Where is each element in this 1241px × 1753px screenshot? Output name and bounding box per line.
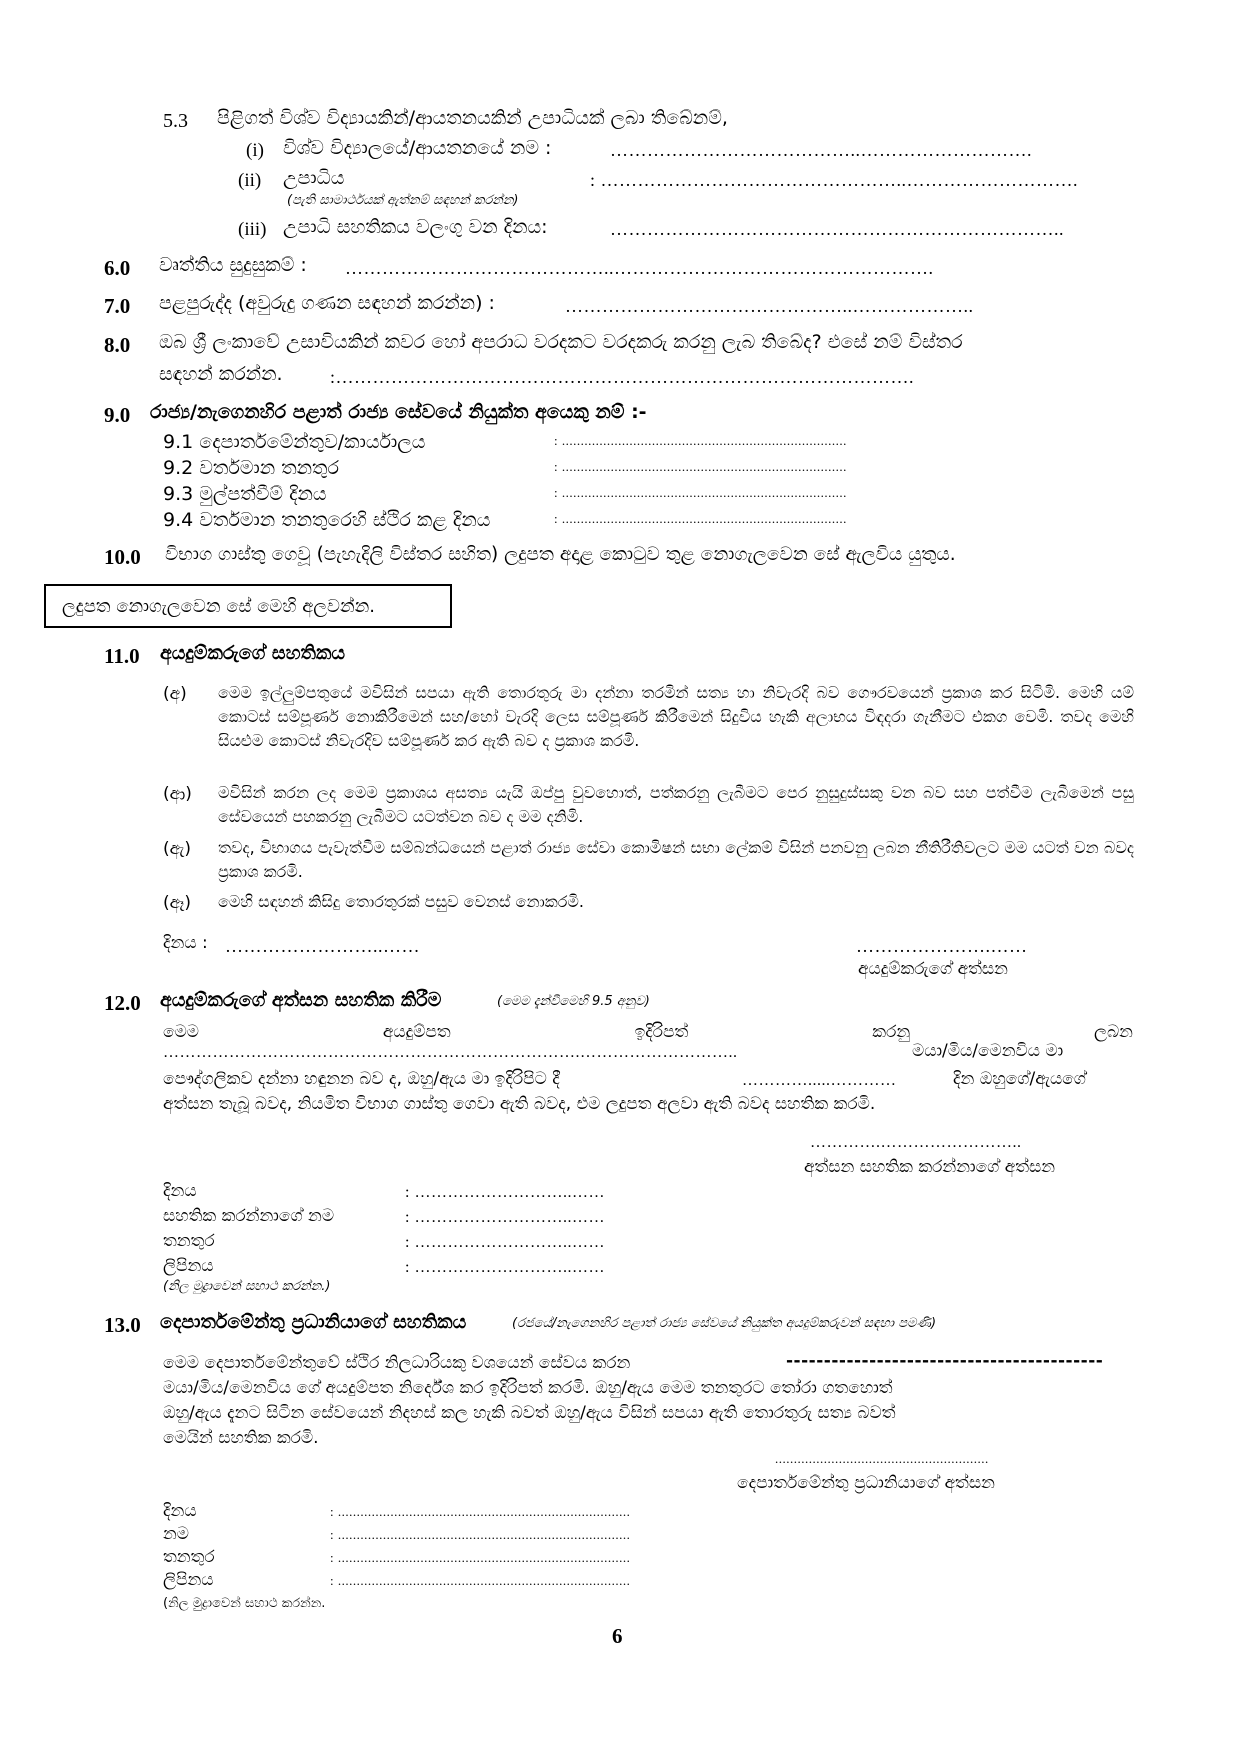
s5-3-number: 5.3: [163, 110, 188, 132]
s12-line1-word: ඉදිරිපත්: [634, 1022, 689, 1042]
s12-field-dots: : ………………………..……: [405, 1184, 605, 1201]
s13-field-label: ලිපිනය: [163, 1570, 214, 1590]
s13-note: (රජයේ/නැගෙනහිර පළාත් රාජ්‍ය සේවයේ නියුක්ත අයදුම්කරුවන් සඳහා පමණි): [512, 1316, 937, 1331]
s13-line3: ඔහු/ඇය දැනට සිටින සේවයෙන් නිදහස් කල හැකි බවත් ඔහු/ඇය විසින් සපයා ඇති තොරතුරු සත්‍ය බවත්: [163, 1403, 896, 1423]
s9-number: 9.0: [104, 403, 131, 427]
s13-field-label: තනතුර: [163, 1547, 215, 1567]
s12-field-label: දිනය: [163, 1181, 197, 1201]
s13-field-label: නම: [163, 1524, 190, 1544]
s12-line1-word: අයදුම්පත: [382, 1022, 451, 1042]
s13-number: 13.0: [104, 1313, 141, 1337]
s12-line2-tail: මයා/මිය/මෙනවිය මා: [912, 1041, 1064, 1061]
page-number: 6: [612, 1624, 623, 1648]
s9-item: 9.3 මුල්පත්වීම් දිනය: [163, 483, 327, 505]
s10-label: විභාග ගාස්තු ගෙවූ (පැහැදිලි විස්තර සහිත) ලදුපත අදාළ කොටුව තුළ නොගැලවෙන සේ ඇලවිය යුතුය.: [165, 544, 956, 565]
s9-dots: : ............................................................................: [554, 511, 847, 526]
s6-number: 6.0: [104, 256, 131, 280]
s13-name-dashes: ------------------------------------------: [786, 1351, 1104, 1371]
s12-seal-note: (නිල මුද්‍රාවෙන් සහාථ කරන්න.): [163, 1279, 331, 1294]
s12-line1-word: කරනු: [872, 1022, 911, 1042]
s11-number: 11.0: [104, 644, 140, 668]
s9-label: රාජ්‍ය/නැගෙනහිර පළාත් රාජ්‍ය සේවයේ නියුක්ත අයෙකු නම් :-: [150, 401, 647, 423]
s9-item: 9.2 වර්තමාන තනතුර: [163, 457, 339, 479]
s12-line3: පෞද්ගලිකව දන්නා හඳුනන බව ද, ඔහු/ඇය මා ඉදිරිපිට දී: [163, 1069, 560, 1089]
s12-field-dots: : ………………………..……: [405, 1259, 605, 1276]
s8-line1: ඔබ ශ්‍රී ලංකාවේ උසාවියකින් කවර හෝ අපරාධ වරදකට වරදකරු කරනු ලැබ තිබේද? එසේ නම් විස්තර: [159, 331, 963, 353]
s12-note: (මෙම දැන්වීමෙහි 9.5 අනුව): [497, 994, 650, 1009]
s9-dots: : ............................................................................: [554, 459, 847, 474]
s9-item: 9.1 දෙපාර්තමේන්තුව/කාර්යාලය: [163, 431, 426, 453]
s12-field-label: සහතික කරන්නාගේ නම: [163, 1206, 335, 1226]
s13-title: දෙපාර්තමේන්තු ප්‍රධානියාගේ සහතිකය: [160, 1311, 467, 1333]
s13-line2: මයා/මිය/මෙනවිය ගේ අයදුම්පත නිර්දේශ කර ඉදිරිපත් කරමි. ඔහු/ඇය මෙම තනතුරට තෝරා ගතහොත්: [163, 1378, 893, 1398]
s9-dots: : ............................................................................: [554, 485, 847, 500]
s5-3-ii-note: (පැති සාමාර්ථයක් ඇත්නම් සඳහන් කරන්න): [287, 193, 519, 208]
s9-dots: : ............................................................................: [554, 433, 847, 448]
s5-3-ii-dots: : …………………………………………..……………………….: [590, 170, 1079, 190]
s12-line1-word: ලබන: [1094, 1022, 1133, 1042]
s11-item-text: මවිසින් කරන ලද මෙම ප්‍රකාශය අසත්‍ය යැයි ඔප්පු වුවහොත්, පත්කරනු ලැබීමට පෙර නුසුදුස්සකු වන බව සහ පත්වීම ලැබීමෙන් පසු සේවයෙන් පහකරනු ලැබීමට යටත්වන බව ද මම දනිමි.: [218, 783, 1134, 826]
s11-item-text: තවද, විභාගය පැවැත්වීම සම්බන්ධයෙන් පළාත් රාජ්‍ය සේවා කොමිෂන් සභා ලේකම් විසින් පනවනු ලබන නීතිරීතිවලට මම යටත් වන බවද ප්‍රකාශ කරමි.: [218, 838, 1134, 881]
s11-item-mark: (ඇ): [163, 839, 192, 859]
receipt-box: [44, 584, 452, 628]
s13-field-dots: : ..............................................................................: [330, 1527, 631, 1542]
s5-3-i-label: විශ්ව විද්‍යාලයේ/ආයතනයේ නම :: [283, 137, 552, 159]
s5-3-iii-label: උපාධි සහතිකය වලංගු වන දිනය:: [283, 216, 548, 238]
s10-number: 10.0: [104, 545, 141, 569]
s12-field-dots: : ………………………..……: [405, 1209, 605, 1226]
s13-field-dots: : ..............................................................................: [330, 1550, 631, 1565]
s5-3-ii-label: උපාධිය: [283, 167, 345, 189]
s11-title: අයදුම්කරුගේ සහතිකය: [160, 642, 346, 664]
s12-field-label: තනතුර: [163, 1231, 215, 1251]
s12-date-dots: ………….....…………: [742, 1072, 897, 1089]
s11-item-text: මෙහි සඳහන් කිසිදු තොරතුරක් පසුව වෙනස් නොකරමි.: [218, 892, 584, 911]
s12-name-dots: ………………………………………………………………….………………………..: [163, 1044, 738, 1061]
s7-dots: ………………………………………..………………..: [565, 296, 974, 316]
s11-item-text: මෙම ඉල්ලුම්පතුයේ මවිසින් සපයා ඇති තොරතුරු මා දන්නා තරමින් සත්‍ය හා නිවැරදි බව ගෞරවයෙන් ප්‍රකාශ කර සිටිමි. මෙහි යම් කොටස් සම්පූර්ණ නොකිරීමෙන් සහ/හෝ වැරදි ලෙස සම්පූර්ණ කිරීමෙන් සිදුවිය හැකි අලාභය විඳදරා ගැනීමට එකග වෙමි. තවද මෙහි සියළුම කොටස් නිවැරදිව සම්පූර්ණ කර ඇති බව ද ප්‍රකාශ කරමි.: [218, 683, 1134, 750]
s5-3-ii-mark: (ii): [238, 170, 262, 191]
s11-item-mark: (අ): [163, 684, 187, 704]
s6-dots: ……………………………………..…………………………………………….: [345, 258, 934, 278]
s12-line1: [163, 1022, 1133, 1042]
s12-title: අයදුම්කරුගේ අත්සන සහතික කිරීම: [160, 989, 442, 1011]
s12-line1-word: මෙම: [163, 1022, 200, 1042]
s5-3-iii-dots: ………………………………………………………………..: [610, 219, 1064, 239]
s13-signature-label: දෙපාර්තමේන්තු ප්‍රධානියාගේ අත්සන: [737, 1473, 995, 1493]
s5-3-text: පිළිගත් විශ්ව විද්‍යායකින්/ආයතනයකින් උපාධියක් ලබා තිබේනම්,: [217, 107, 728, 129]
s7-number: 7.0: [104, 294, 131, 318]
s12-field-label: ලිපිනය: [163, 1256, 214, 1276]
s5-3-i-dots: …………………………………..……………………….: [610, 140, 1032, 160]
receipt-box-text: ලදුපත නොගැලවෙන සේ මෙහි අලවන්න.: [62, 596, 375, 617]
s13-line1: මෙම දෙපාර්තමේන්තුවේ ස්ථිර නිලධාරියකු වශයෙන් සේවය කරන: [163, 1353, 631, 1373]
s12-line3-tail: දින ඔහුගේ/ඇයගේ: [953, 1069, 1086, 1089]
s12-field-dots: : ………………………..……: [405, 1234, 605, 1251]
s7-label: පළපුරුද්ද (අවුරුදු ගණන සඳහන් කරන්න) :: [159, 292, 495, 314]
s5-3-iii-mark: (iii): [238, 219, 267, 240]
s5-3-i-mark: (i): [246, 140, 264, 161]
s6-label: වෘත්තිය සුදුසුකම් :: [159, 254, 307, 276]
s13-field-dots: : ..............................................................................: [330, 1573, 631, 1588]
s13-field-label: දිනය: [163, 1501, 197, 1521]
s12-signature-dots: ………….……………………..: [810, 1134, 1022, 1151]
s13-signature-dots: .........................................................: [775, 1451, 989, 1466]
s12-number: 12.0: [104, 991, 141, 1015]
s8-number: 8.0: [104, 333, 131, 357]
s8-dots: :………………………………………………………………………………….: [330, 367, 915, 387]
s12-line4: අත්සන තැබූ බවද, නියමිත විභාග ගාස්තු ගෙවා ඇති බවද, එම ලදුපත අලවා ඇති බවද සහතික කරමි.: [163, 1094, 876, 1114]
s11-date-dots: ……………………..……: [225, 936, 420, 956]
s11-signature-dots: ………………….……: [856, 936, 1028, 956]
s11-item-mark: (ආ): [163, 784, 192, 804]
s13-line4: මෙයින් සහතික කරමි.: [163, 1428, 319, 1448]
s11-date-label: දිනය :: [163, 933, 208, 953]
s9-item: 9.4 වර්තමාන තනතුරෙහි ස්ථිර කළ දිනය: [163, 509, 491, 531]
s8-line2: සඳහන් කරන්න.: [159, 363, 283, 385]
s12-signature-label: අත්සන සහතික කරන්නාගේ අත්සන: [804, 1157, 1056, 1177]
s13-field-dots: : ..............................................................................: [330, 1504, 631, 1519]
s13-seal-note: (නිල මුද්‍රාවෙන් සහාථ කරන්න.: [163, 1596, 326, 1611]
s11-signature-label: අයදුම්කරුගේ අත්සන: [858, 959, 1008, 979]
s11-item-mark: (ඈ): [163, 893, 192, 913]
